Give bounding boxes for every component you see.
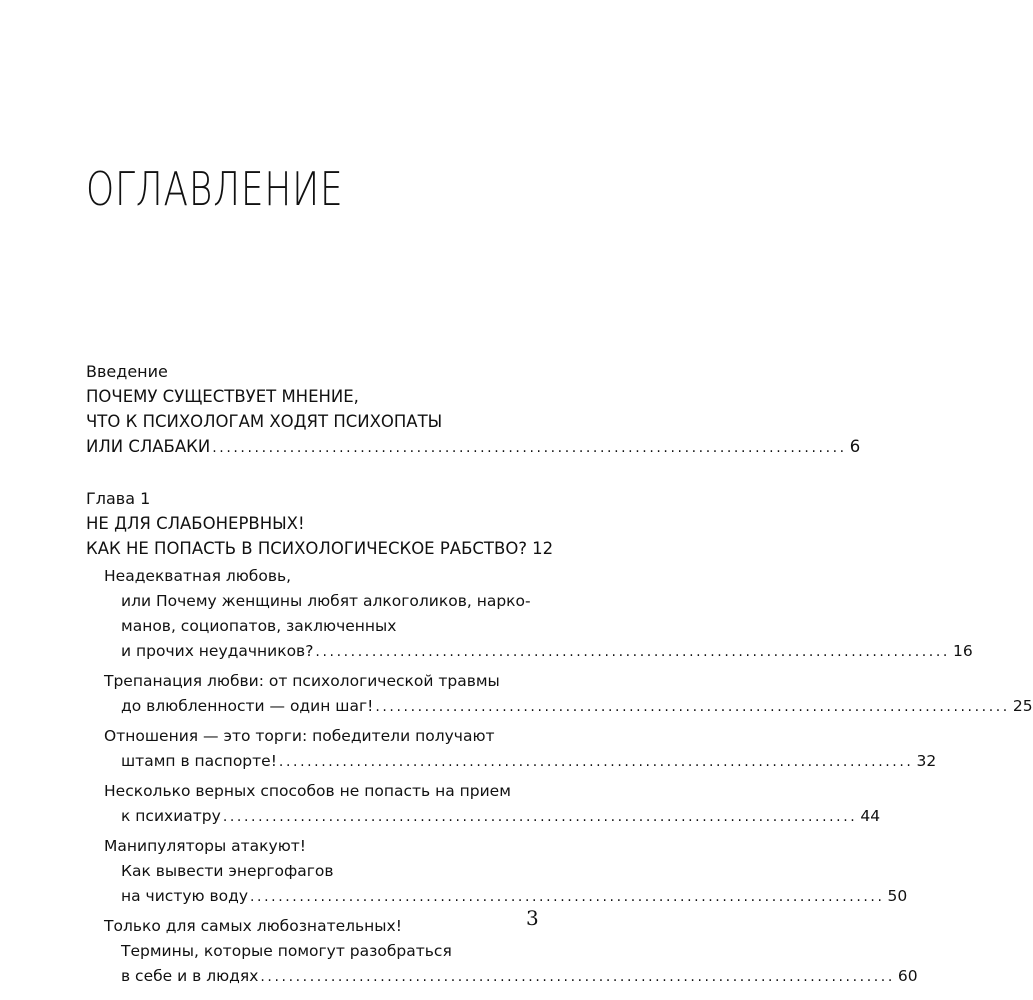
- section-page-number: 44: [860, 807, 881, 825]
- toc-section: [86, 564, 973, 664]
- section-title-line: Только для самых любознательных!: [104, 917, 402, 935]
- section-last-line: [86, 964, 918, 989]
- section-title-line: Отношения — это торги: победители получают: [104, 727, 495, 745]
- toc-section: [86, 724, 937, 774]
- toc-section: [86, 669, 1033, 719]
- leader-dots: ..........................................................................................: [375, 699, 1010, 715]
- section-last-line: [86, 884, 908, 909]
- intro-title-line-2: ЧТО К ПСИХОЛОГАМ ХОДЯТ ПСИХОПАТЫ: [86, 412, 443, 431]
- section-last-line: [86, 694, 1033, 719]
- leader-dots: ..........................................................................................: [260, 969, 895, 985]
- section-title-line: на чистую воду: [121, 887, 248, 905]
- leader-dots: ..........................................................................................: [250, 889, 885, 905]
- intro-page-number: 6: [849, 437, 861, 456]
- section-title-line: штамп в паспорте!: [121, 752, 277, 770]
- page-number: 3: [526, 906, 539, 930]
- chapter-1-title-line-1: НЕ ДЛЯ СЛАБОНЕРВНЫХ!: [86, 514, 305, 533]
- chapter-1-title-last-line: [86, 536, 554, 561]
- leader-dots: ..........................................................................................: [222, 809, 858, 825]
- page-title: ОГЛАВЛЕНИЕ: [86, 162, 344, 216]
- section-title-line: в себе и в людях: [121, 967, 259, 985]
- section-title-line: и прочих неудачников?: [121, 642, 314, 660]
- leader-dots: ..........................................................................................: [315, 644, 950, 660]
- toc-entry-chapter-1: [86, 487, 1033, 989]
- section-last-line: [86, 804, 881, 829]
- section-title-line: Как вывести энергофагов: [121, 862, 334, 880]
- intro-label: Введение: [86, 362, 168, 381]
- section-title-line: Трепанация любви: от психологической травмы: [104, 672, 500, 690]
- section-title-line: Термины, которые помогут разобраться: [121, 942, 452, 960]
- section-title-line: Манипуляторы атакуют!: [104, 837, 306, 855]
- section-page-number: 25: [1012, 697, 1033, 715]
- toc-section: [86, 914, 918, 989]
- chapter-1-page-number: 12: [532, 539, 554, 558]
- intro-title-line-3: ИЛИ СЛАБАКИ: [86, 437, 211, 456]
- section-page-number: 60: [897, 967, 918, 985]
- section-title-line: или Почему женщины любят алкоголиков, нарко-: [121, 592, 531, 610]
- chapter-1-title-line-2: КАК НЕ ПОПАСТЬ В ПСИХОЛОГИЧЕСКОЕ РАБСТВО?: [86, 539, 528, 558]
- toc-section: [86, 779, 881, 829]
- section-page-number: 32: [916, 752, 937, 770]
- section-title-line: к психиатру: [121, 807, 221, 825]
- toc-entry-intro: [86, 360, 861, 459]
- intro-title-line-1: ПОЧЕМУ СУЩЕСТВУЕТ МНЕНИЕ,: [86, 387, 359, 406]
- leader-dots: ..........................................................................................: [212, 440, 847, 456]
- section-page-number: 16: [952, 642, 973, 660]
- section-title-line: до влюбленности — один шаг!: [121, 697, 374, 715]
- intro-title-last-line: [86, 434, 861, 459]
- section-title-line: манов, социопатов, заключенных: [121, 617, 397, 635]
- toc-section: [86, 834, 908, 909]
- leader-dots: ..........................................................................................: [278, 754, 914, 770]
- section-last-line: [86, 749, 937, 774]
- section-last-line: [86, 639, 973, 664]
- chapter-1-label: Глава 1: [86, 489, 151, 508]
- section-page-number: 50: [887, 887, 908, 905]
- section-title-line: Несколько верных способов не попасть на прием: [104, 782, 511, 800]
- section-title-line: Неадекватная любовь,: [104, 567, 292, 585]
